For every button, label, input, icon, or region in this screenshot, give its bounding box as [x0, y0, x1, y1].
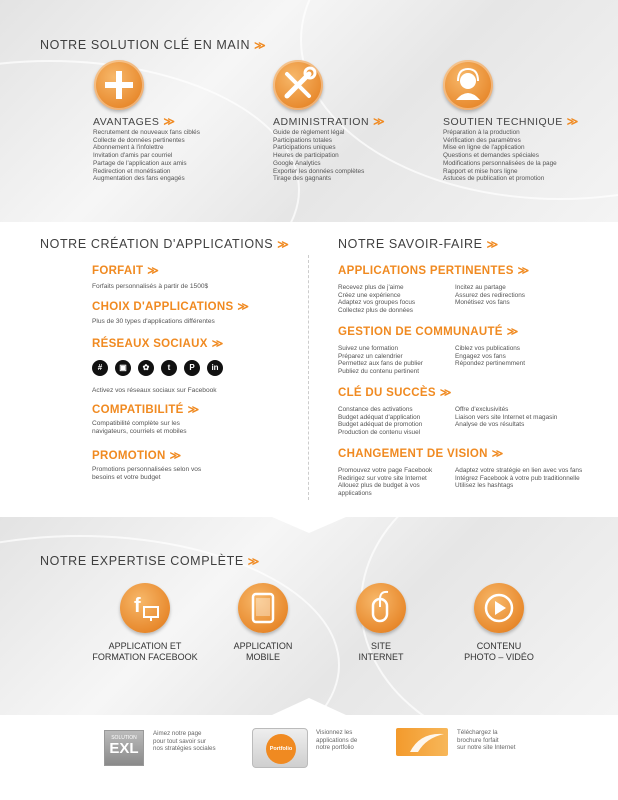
compat-title: COMPATIBILITÉ ≫ [92, 404, 197, 416]
savoir-right-list: Ciblez vos publications Engagez vos fans Répondez pertinemment [455, 345, 525, 368]
expertise-heading: NOTRE EXPERTISE COMPLÈTE ≫ [40, 554, 257, 568]
section-divider-notch [0, 690, 618, 716]
avantages-list: Recrutement de nouveaux fans ciblés Collecte de données pertinentes Abonnement à l'infolettre Invitation d'amis par courriel Partage de l'application aux amis Redirection et monétisation Augmentation des fans engagés [93, 129, 200, 183]
play-icon [474, 583, 524, 633]
facebook-training-icon [120, 583, 170, 633]
portfolio-logo[interactable] [252, 728, 308, 768]
facebook-training-circle [120, 583, 170, 633]
administration-circle [273, 60, 323, 110]
exl-logo-small: SOLUTION [111, 735, 137, 741]
expertise-label: CONTENU PHOTO – VIDÉO [464, 641, 534, 662]
support-agent-icon [443, 60, 493, 110]
reseaux-text: Activez vos réseaux sociaux sur Facebook [92, 387, 217, 394]
expertise-label: APPLICATION MOBILE [233, 641, 293, 662]
social-icon[interactable]: ✿ [138, 360, 154, 376]
section-divider-notch [0, 515, 618, 535]
brochure-logo[interactable] [396, 728, 448, 756]
savoir-section-title: APPLICATIONS PERTINENTES ≫ [338, 265, 527, 277]
savoir-left-list: Constance des activations Budget adéquat d'application Budget adéquat de promotion Production de contenu visuel [338, 406, 423, 437]
savoir-section-title: CHANGEMENT DE VISION ≫ [338, 448, 501, 460]
choix-text: Plus de 30 types d'applications différentes [92, 318, 215, 325]
mobile-circle [238, 583, 288, 633]
exl-logo-text: EXL [109, 740, 139, 757]
portfolio-badge: Portfolio [266, 734, 296, 764]
savoir-left-list: Suivez une formation Préparez un calendrier Permettez aux fans de publier Publiez du contenu pertinent [338, 345, 423, 376]
soutien-list: Préparation à la production Vérification des paramètres Mise en ligne de l'application Questions et demandes spéciales Modifications personnalisées de la page Rapport et mise hors ligne Astuces de publication et promotion [443, 129, 557, 183]
brochure-text: Téléchargez la brochure forfait sur notre site Internet [457, 729, 516, 752]
compat-text: Compatibilité complète sur les navigateurs, courriels et mobiles [92, 420, 187, 435]
expertise-label: APPLICATION ET FORMATION FACEBOOK [92, 641, 198, 662]
solution-heading: NOTRE SOLUTION CLÉ EN MAIN ≫ [40, 38, 263, 52]
administration-list: Guide de règlement légal Participations totales Participations uniques Heures de participation Google Analytics Exporter les données complètes Tirage des gagnants [273, 129, 365, 183]
site-circle [356, 583, 406, 633]
linkedin-icon[interactable]: in [207, 360, 223, 376]
savoir-right-list: Incitez au partage Assurez des redirections Monétisez vos fans [455, 284, 525, 307]
savoir-right-list: Offre d'exclusivités Liaison vers site Internet et magasin Analyse de vos résultats [455, 406, 558, 429]
savoir-left-list: Promouvez votre page Facebook Redirigez sur votre site Internet Allouez plus de budget à vos applications [338, 467, 433, 498]
solution-band [0, 0, 618, 222]
pillar-title-soutien: SOUTIEN TECHNIQUE ≫ [443, 116, 576, 128]
twitter-icon[interactable]: t [161, 360, 177, 376]
exl-text: Aimez notre page pour tout savoir sur nos stratégies sociales [153, 730, 216, 753]
instagram-icon[interactable]: ▣ [115, 360, 131, 376]
forfait-title: FORFAIT ≫ [92, 265, 156, 277]
tools-icon [273, 60, 323, 110]
brochure-swoosh-icon [396, 728, 448, 756]
choix-title: CHOIX D'APPLICATIONS ≫ [92, 301, 246, 313]
reseaux-title: RÉSEAUX SOCIAUX ≫ [92, 338, 221, 350]
savoir-heading: NOTRE SAVOIR-FAIRE ≫ [338, 237, 496, 251]
contenu-circle [474, 583, 524, 633]
avantages-circle [94, 60, 144, 110]
portfolio-text: Visionnez les applications de notre portfolio [316, 729, 358, 752]
mouse-icon [356, 583, 406, 633]
savoir-right-list: Adaptez votre stratégie en lien avec vos fans Intégrez Facebook à votre pub traditionnelle Utilisez les hashtags [455, 467, 583, 490]
plus-icon [94, 60, 144, 110]
forfait-text: Forfaits personnalisés à partir de 1500$ [92, 283, 209, 290]
svg-text:f: f [134, 595, 141, 617]
expertise-label: SITE INTERNET [358, 641, 404, 662]
savoir-section-title: GESTION DE COMMUNAUTÉ ≫ [338, 326, 516, 338]
pillar-title-administration: ADMINISTRATION ≫ [273, 116, 382, 128]
creation-heading: NOTRE CRÉATION D'APPLICATIONS ≫ [40, 237, 286, 251]
exl-logo[interactable] [104, 730, 144, 766]
savoir-section-title: CLÉ DU SUCCÈS ≫ [338, 387, 449, 399]
expertise-band [0, 515, 618, 715]
pinterest-icon[interactable]: P [184, 360, 200, 376]
promotion-text: Promotions personnalisées selon vos besoins et votre budget [92, 466, 202, 481]
soutien-circle [443, 60, 493, 110]
section-divider-notch [0, 205, 618, 241]
pillar-title-avantages: AVANTAGES ≫ [93, 116, 172, 128]
column-divider [308, 255, 309, 500]
savoir-left-list: Recevez plus de j'aime Créez une expérience Adaptez vos groupes focus Collectez plus de données [338, 284, 416, 315]
hashtag-icon[interactable]: # [92, 360, 108, 376]
tablet-icon [238, 583, 288, 633]
promotion-title: PROMOTION ≫ [92, 450, 179, 462]
